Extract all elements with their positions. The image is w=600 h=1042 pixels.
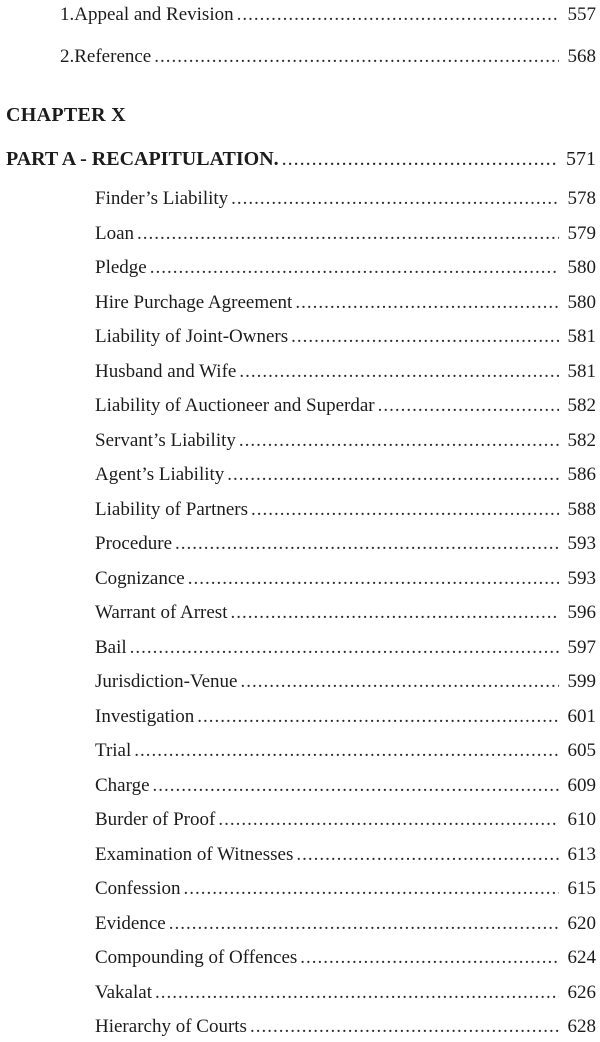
toc-entry-title: Finder’s Liability	[95, 188, 229, 209]
dot-leader	[295, 291, 559, 315]
toc-entry-title: Compounding of Offences	[95, 947, 298, 968]
dot-leader	[239, 429, 559, 453]
toc-entry	[95, 325, 596, 349]
toc-entry-page-number: 581	[567, 326, 596, 347]
toc-entry	[95, 532, 596, 556]
toc-entry-title: Reference	[74, 46, 152, 67]
toc-entry-page-number: 599	[567, 671, 596, 692]
toc-entry-page-number: 626	[567, 981, 596, 1003]
toc-entry	[95, 912, 596, 936]
toc-entry-title: Bail	[95, 636, 127, 658]
dot-leader	[378, 394, 559, 418]
toc-entry	[95, 1015, 596, 1039]
toc-entry-page-number: 586	[567, 464, 596, 485]
toc-entry	[95, 256, 596, 280]
toc-entry	[95, 636, 596, 660]
toc-entry-page-number: 578	[567, 188, 596, 209]
dot-leader	[250, 1015, 559, 1039]
toc-entry-title: Charge	[95, 774, 150, 796]
toc-entry	[95, 705, 596, 729]
toc-entry	[95, 981, 596, 1005]
dot-leader	[240, 670, 559, 694]
dot-leader	[197, 705, 559, 729]
toc-entry-page-number: 624	[567, 947, 596, 968]
toc-entry-page-number: 582	[567, 429, 596, 451]
toc-entry-title: Vakalat	[95, 981, 152, 1003]
toc-entry-page-number: 593	[567, 567, 596, 589]
toc-part-title: PART A - RECAPITULATION.	[6, 148, 279, 170]
toc-entry-title: Liability of Joint-Owners	[95, 326, 289, 347]
toc-entry	[95, 222, 596, 246]
dot-leader	[169, 912, 559, 936]
toc-entry	[95, 360, 596, 384]
toc-entry-title: Examination of Witnesses	[95, 843, 294, 865]
dot-leader	[150, 256, 559, 280]
toc-entry	[95, 739, 596, 763]
toc-entry	[95, 670, 596, 694]
dot-leader	[291, 325, 559, 349]
dot-leader	[296, 843, 559, 867]
toc-entry-title: Loan	[95, 222, 135, 244]
toc-entry	[95, 808, 596, 832]
toc-entry-page-number: 620	[567, 912, 596, 934]
toc-entry-page-number: 601	[567, 705, 596, 727]
toc-entry-title: Servant’s Liability	[95, 429, 236, 451]
toc-entry-number: 1.	[60, 4, 75, 25]
dot-leader	[282, 147, 559, 171]
dot-leader	[230, 601, 559, 625]
toc-entry	[95, 187, 596, 211]
dot-leader	[134, 739, 559, 763]
toc-entry-page-number: 568	[567, 46, 596, 67]
dot-leader	[154, 45, 559, 69]
chapter-heading: CHAPTER X	[6, 104, 126, 126]
toc-entry-page-number: 588	[567, 498, 596, 520]
toc-entry-title: Jurisdiction-Venue	[95, 671, 238, 692]
toc-entry-page-number: 557	[567, 4, 596, 25]
toc-entry-title: Burder of Proof	[95, 809, 216, 830]
toc-entry-page-number: 609	[567, 774, 596, 796]
toc-entry-title: Confession	[95, 878, 181, 899]
toc-entry-number: 2.	[60, 46, 75, 67]
toc-entry-reference	[60, 45, 596, 69]
toc-entry-title: Pledge	[95, 257, 147, 278]
toc-entry-page-number: 615	[567, 878, 596, 899]
dot-leader	[153, 774, 559, 798]
dot-leader	[137, 222, 559, 246]
dot-leader	[251, 498, 559, 522]
toc-entry-page-number: 596	[567, 602, 596, 623]
toc-entry	[95, 498, 596, 522]
toc-entry-title: Liability of Auctioneer and Superdar	[95, 395, 375, 416]
toc-entry	[95, 946, 596, 970]
toc-entry-title: Liability of Partners	[95, 498, 249, 520]
toc-entry-page-number: 628	[567, 1016, 596, 1037]
toc-entry	[95, 463, 596, 487]
toc-entry-page-number: 581	[567, 360, 596, 382]
toc-entry-title: Warrant of Arrest	[95, 602, 228, 623]
toc-entry-page-number: 613	[567, 843, 596, 865]
toc-entry-title: Agent’s Liability	[95, 464, 225, 485]
dot-leader	[227, 463, 559, 487]
toc-entry	[95, 774, 596, 798]
toc-entry-page-number: 580	[567, 257, 596, 278]
toc-entry-title: Investigation	[95, 705, 195, 727]
toc-entry-page-number: 580	[567, 291, 596, 313]
toc-entry	[95, 291, 596, 315]
dot-leader	[300, 946, 559, 970]
toc-entry-title: Hire Purchage Agreement	[95, 291, 293, 313]
toc-entry	[95, 567, 596, 591]
dot-leader	[130, 636, 559, 660]
toc-entry	[95, 843, 596, 867]
toc-entry	[95, 394, 596, 418]
toc-part-page-number: 571	[566, 148, 596, 170]
toc-entry-page-number: 597	[567, 636, 596, 658]
dot-leader	[231, 187, 559, 211]
dot-leader	[218, 808, 559, 832]
toc-entry-title: Trial	[95, 740, 132, 761]
dot-leader	[175, 532, 559, 556]
dot-leader	[239, 360, 559, 384]
toc-entry	[95, 429, 596, 453]
toc-entry	[95, 601, 596, 625]
toc-entry-page-number: 605	[567, 740, 596, 761]
toc-entry-title: Appeal and Revision	[74, 4, 234, 25]
toc-entry-title: Cognizance	[95, 567, 185, 589]
toc-entry-title: Procedure	[95, 533, 173, 554]
toc-entry-title: Hierarchy of Courts	[95, 1016, 247, 1037]
toc-entry-page-number: 593	[567, 533, 596, 554]
dot-leader	[237, 3, 559, 27]
toc-part-heading	[6, 147, 596, 171]
toc-entry-title: Evidence	[95, 912, 166, 934]
toc-entry-page-number: 579	[567, 222, 596, 244]
dot-leader	[184, 877, 560, 901]
toc-entry-appeal-and-revision	[60, 3, 596, 27]
toc-entry	[95, 877, 596, 901]
dot-leader	[188, 567, 559, 591]
toc-entry-title: Husband and Wife	[95, 360, 237, 382]
toc-entry-page-number: 610	[567, 809, 596, 830]
dot-leader	[155, 981, 559, 1005]
toc-entry-page-number: 582	[567, 395, 596, 416]
